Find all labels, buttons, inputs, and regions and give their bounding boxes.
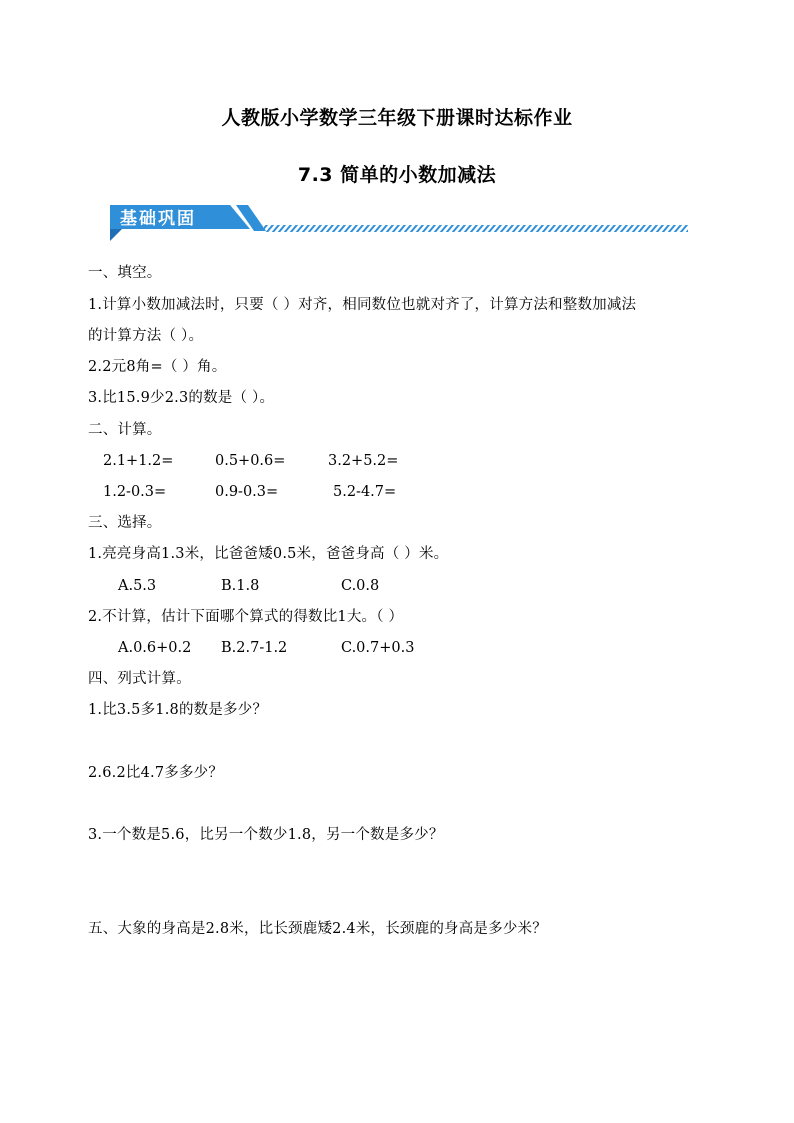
banner-tail <box>110 229 122 241</box>
section1-q1-line2: 的计算方法（ ）。 <box>88 328 204 344</box>
option-b: B.2.7-1.2 <box>221 640 288 656</box>
lesson-subtitle: 7.3 简单的小数加减法 <box>297 164 497 186</box>
banner-hatch-line <box>264 225 688 232</box>
section4-q2: 2.6.2比4.7多多少？ <box>88 765 224 781</box>
section3-q2: 2.不计算，估计下面哪个算式的得数比1大。（ ） <box>88 609 404 625</box>
page-title: 人教版小学数学三年级下册课时达标作业 <box>221 107 573 129</box>
section1-q2: 2.2元8角=（ ）角。 <box>88 359 227 375</box>
section4-heading: 四、列式计算。 <box>88 671 191 687</box>
banner-label: 基础巩固 <box>120 209 196 229</box>
section1-q1-line1: 1.计算小数加减法时，只要（ ）对齐，相同数位也就对齐了，计算方法和整数加减法 <box>88 297 637 313</box>
calc-item: 2.1+1.2= <box>103 453 174 469</box>
section3-q1: 1.亮亮身高1.3米，比爸爸矮0.5米，爸爸身高（ ）米。 <box>88 546 449 562</box>
section5-question: 五、大象的身高是2.8米，比长颈鹿矮2.4米，长颈鹿的身高是多少米？ <box>88 921 547 937</box>
section1-heading: 一、填空。 <box>88 265 162 281</box>
calc-item: 0.9-0.3= <box>215 484 279 500</box>
option-c: C.0.8 <box>341 578 380 594</box>
calc-item: 1.2-0.3= <box>103 484 167 500</box>
option-c: C.0.7+0.3 <box>341 640 415 656</box>
calc-item: 3.2+5.2= <box>328 453 399 469</box>
section-banner <box>104 203 689 243</box>
option-a: A.5.3 <box>118 578 157 594</box>
option-b: B.1.8 <box>221 578 260 594</box>
option-a: A.0.6+0.2 <box>118 640 192 656</box>
section4-q1: 1.比3.5多1.8的数是多少？ <box>88 702 268 718</box>
section3-heading: 三、选择。 <box>88 515 162 531</box>
section4-q3: 3.一个数是5.6，比另一个数少1.8，另一个数是多少？ <box>88 827 444 843</box>
section2-heading: 二、计算。 <box>88 422 162 438</box>
calc-item: 0.5+0.6= <box>215 453 286 469</box>
section1-q3: 3.比15.9少2.3的数是（ ）。 <box>88 390 275 406</box>
calc-item: 5.2-4.7= <box>333 484 397 500</box>
